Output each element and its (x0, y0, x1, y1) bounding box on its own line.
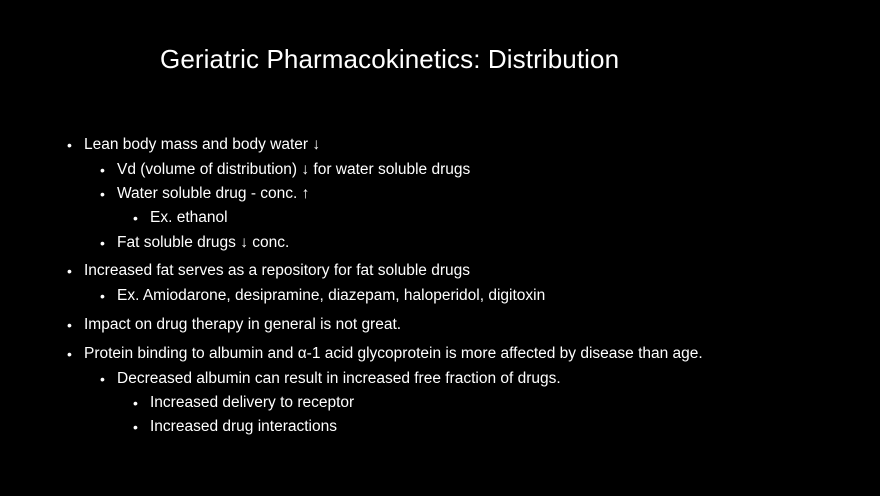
bullet-text: Water soluble drug - conc. ↑ (117, 185, 310, 202)
bullet-marker: • (100, 235, 105, 251)
bullet-text: Increased delivery to receptor (150, 394, 355, 411)
bullet-text: Increased fat serves as a repository for fat soluble drugs (84, 262, 470, 279)
bullet-marker: • (100, 186, 105, 202)
bullet-marker: • (67, 346, 72, 362)
bullet-text: Ex. Amiodarone, desipramine, diazepam, haloperidol, digitoxin (117, 287, 546, 304)
bullet-text: Vd (volume of distribution) ↓ for water soluble drugs (117, 161, 471, 178)
bullet-marker: • (133, 419, 138, 435)
bullet-marker: • (100, 162, 105, 178)
bullet-text: Lean body mass and body water ↓ (84, 136, 321, 153)
slide-title: Geriatric Pharmacokinetics: Distribution (160, 44, 620, 74)
bullet-text: Fat soluble drugs ↓ conc. (117, 234, 290, 251)
bullet-text: Increased drug interactions (150, 418, 337, 435)
bullet-marker: • (67, 263, 72, 279)
bullet-text: Ex. ethanol (150, 209, 228, 226)
bullet-marker: • (133, 210, 138, 226)
bullet-marker: • (133, 395, 138, 411)
bullet-marker: • (67, 137, 72, 153)
bullet-marker: • (67, 317, 72, 333)
bullet-text: Impact on drug therapy in general is not great. (84, 316, 402, 333)
bullet-marker: • (100, 288, 105, 304)
bullet-text: Protein binding to albumin and α-1 acid glycoprotein is more affected by disease than age. (84, 345, 703, 362)
bullet-marker: • (100, 371, 105, 387)
bullet-text: Decreased albumin can result in increased free fraction of drugs. (117, 370, 561, 387)
